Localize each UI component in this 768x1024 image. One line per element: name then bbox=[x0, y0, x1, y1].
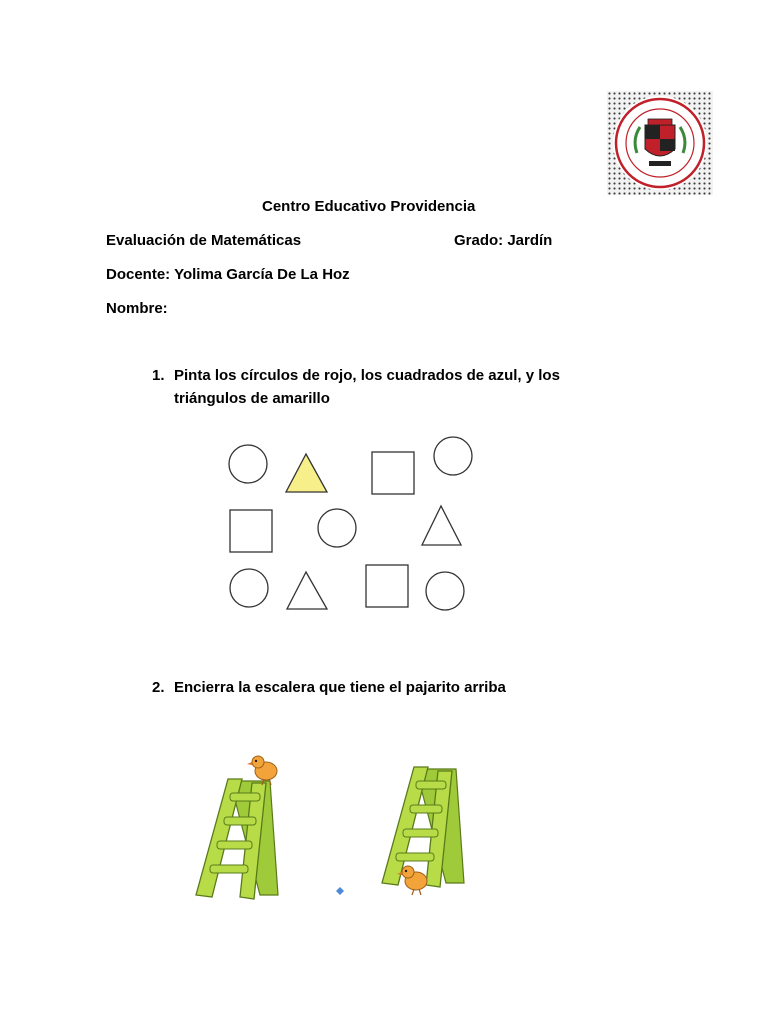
ladder-icon bbox=[196, 779, 278, 899]
square-shape bbox=[230, 510, 272, 552]
diamond-mark bbox=[336, 887, 344, 895]
question-1-line-1 bbox=[152, 367, 560, 385]
filled-triangle-shape bbox=[286, 454, 327, 492]
school-name: Centro Educativo Providencia bbox=[262, 198, 476, 215]
triangle-shape bbox=[287, 572, 327, 609]
shapes-grid bbox=[175, 432, 487, 628]
circle-shape bbox=[318, 509, 356, 547]
question-1-number: 1. bbox=[152, 367, 165, 384]
square-shape bbox=[372, 452, 414, 494]
teacher-label: Docente: Yolima García De La Hoz bbox=[106, 266, 350, 283]
subject-label: Evaluación de Matemáticas bbox=[106, 232, 302, 249]
triangle-shape bbox=[422, 506, 461, 545]
school-logo-icon bbox=[607, 91, 713, 195]
circle-shape bbox=[426, 572, 464, 610]
name-label: Nombre: bbox=[106, 300, 168, 317]
question-2-line-1 bbox=[152, 679, 506, 697]
question-1-line-2: triángulos de amarillo bbox=[174, 390, 330, 407]
circle-shape bbox=[230, 569, 268, 607]
circle-shape bbox=[434, 437, 472, 475]
grade-label: Grado: Jardín bbox=[454, 232, 553, 249]
question-2-number: 2. bbox=[152, 679, 165, 696]
ladder-icon bbox=[382, 767, 464, 887]
question-1-text: Pinta los círculos de rojo, los cuadrados de azul, y los bbox=[174, 367, 560, 384]
square-shape bbox=[366, 565, 408, 607]
question-2-text: Encierra la escalera que tiene el pajarito arriba bbox=[174, 679, 506, 696]
circle-shape bbox=[229, 445, 267, 483]
school-logo bbox=[607, 91, 713, 195]
ladders-illustration bbox=[160, 745, 530, 925]
